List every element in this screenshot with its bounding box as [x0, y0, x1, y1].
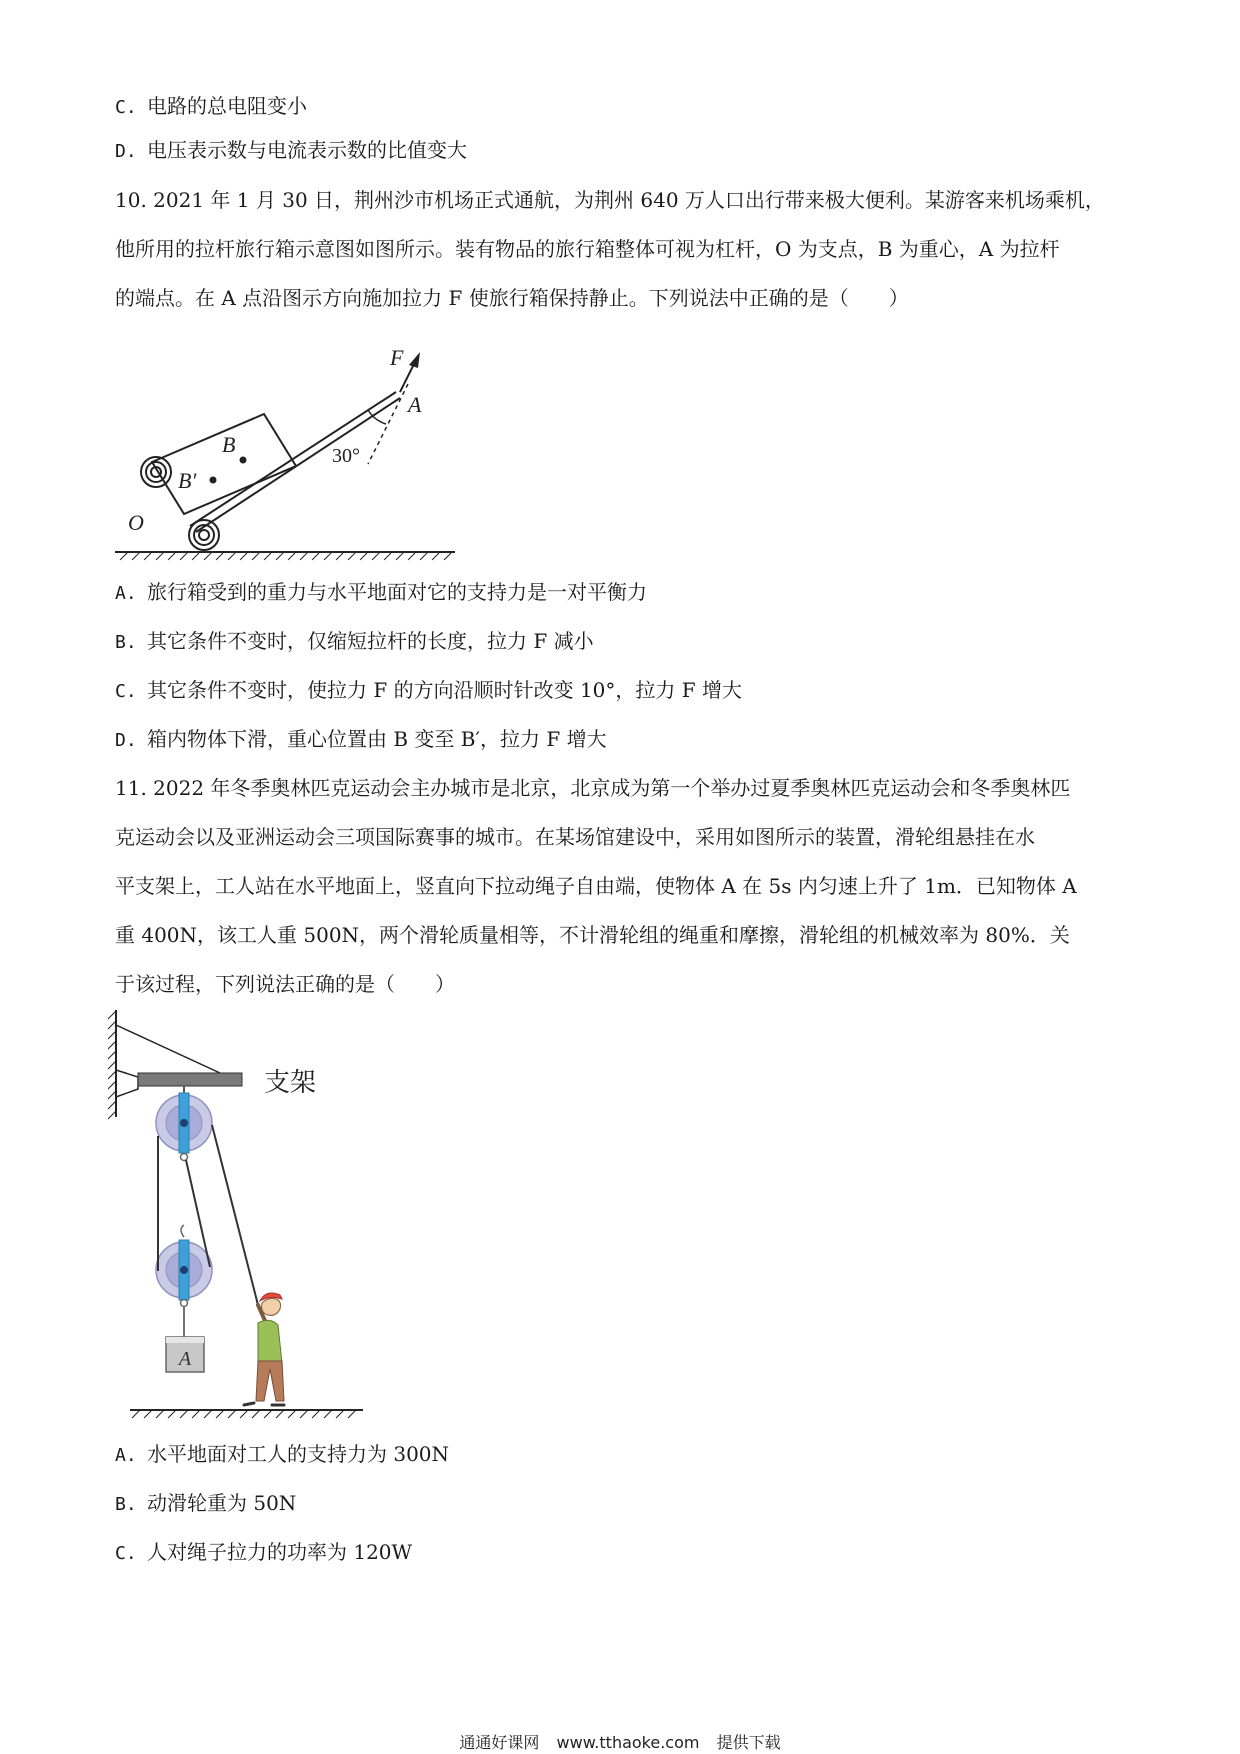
pivot-wheel	[189, 520, 219, 550]
q10-stem-line: 的端点。在 A 点沿图示方向施加拉力 F 使旅行箱保持静止。下列说法中正确的是（ ）	[115, 286, 909, 310]
label-b: B	[222, 432, 236, 457]
option-label: C.	[115, 681, 137, 702]
worker-figure	[244, 1293, 284, 1405]
option-label: A.	[115, 583, 137, 604]
ground-hatching	[120, 552, 452, 560]
q10-option-c	[115, 676, 742, 706]
option-text: 其它条件不变时，仅缩短拉杆的长度，拉力 F 减小	[147, 629, 594, 653]
option-text: 人对绳子拉力的功率为 120W	[147, 1540, 413, 1564]
option-label: B.	[115, 1494, 137, 1515]
q11-stem-line: 平支架上，工人站在水平地面上，竖直向下拉动绳子自由端，使物体 A 在 5s 内匀速上升了 1m．已知物体 A	[115, 874, 1077, 898]
q11-stem-line: 于该过程，下列说法正确的是（ ）	[115, 972, 455, 996]
point-b-prime	[210, 477, 217, 484]
label-angle: 30°	[332, 445, 360, 467]
q11-stem-line: 克运动会以及亚洲运动会三项国际赛事的城市。在某场馆建设中，采用如图所示的装置，滑轮组悬挂在水	[115, 825, 1035, 849]
option-label: C.	[115, 97, 137, 118]
footer-note: 提供下载	[716, 1733, 781, 1752]
q10-suitcase-figure	[110, 340, 470, 565]
support-brace	[116, 1025, 220, 1073]
suitcase-diagram	[110, 340, 470, 565]
label-b-prime: B′	[178, 468, 197, 493]
q10-option-b	[115, 627, 594, 657]
option-text: 电压表示数与电流表示数的比值变大	[147, 138, 467, 162]
q10-stem-line: 10. 2021 年 1 月 30 日，荆州沙市机场正式通航，为荆州 640 万人口出行带来极大便利。某游客来机场乘机，	[115, 188, 1105, 212]
q9-option-c	[115, 92, 307, 122]
option-text: 动滑轮重为 50N	[147, 1491, 297, 1515]
q10-stem	[115, 176, 1135, 323]
pulley-diagram	[108, 1005, 378, 1430]
option-text: 其它条件不变时，使拉力 F 的方向沿顺时针改变 10°，拉力 F 增大	[147, 678, 742, 702]
support-beam	[138, 1073, 242, 1086]
pull-rod-edge	[190, 392, 396, 526]
label-a: A	[408, 392, 422, 417]
q11-option-b	[115, 1489, 296, 1519]
fixed-pulley	[156, 1086, 212, 1161]
footer-site-name: 通通好课网	[459, 1733, 540, 1752]
option-label: D.	[115, 141, 137, 162]
pull-rod	[196, 398, 400, 532]
q10-stem-line: 他所用的拉杆旅行箱示意图如图所示。装有物品的旅行箱整体可视为杠杆，O 为支点，B 为重心，A 为拉杆	[115, 237, 1060, 261]
block-label: A	[178, 1348, 192, 1370]
option-label: C.	[115, 1543, 137, 1564]
q11-option-c	[115, 1538, 412, 1568]
q11-stem-line: 11. 2022 年冬季奥林匹克运动会主办城市是北京，北京成为第一个举办过夏季奥林匹克运动会和冬季奥林匹	[115, 776, 1071, 800]
option-text: 旅行箱受到的重力与水平地面对它的支持力是一对平衡力	[147, 580, 647, 604]
support-label: 支架	[264, 1068, 317, 1098]
upper-wheel	[141, 457, 171, 487]
force-arrowhead	[409, 352, 420, 368]
q9-option-d	[115, 136, 467, 166]
suitcase-body	[152, 414, 296, 514]
q11-stem-line: 重 400N，该工人重 500N，两个滑轮质量相等，不计滑轮组的绳重和摩擦，滑轮组的机械效率为 80%．关	[115, 923, 1070, 947]
point-b	[240, 457, 247, 464]
rope-free-end	[212, 1125, 258, 1305]
label-f: F	[390, 345, 404, 370]
wall-hatching	[108, 1011, 116, 1119]
option-text: 水平地面对工人的支持力为 300N	[147, 1442, 450, 1466]
option-label: A.	[115, 1445, 137, 1466]
block-a-top	[166, 1337, 204, 1343]
page-footer	[0, 1730, 1240, 1753]
q10-option-a	[115, 578, 647, 608]
support-mount	[116, 1070, 138, 1097]
footer-url-link[interactable]: www.tthaoke.com	[556, 1733, 700, 1752]
q11-pulley-figure	[108, 1005, 378, 1430]
q10-option-d	[115, 725, 607, 755]
option-text: 箱内物体下滑，重心位置由 B 变至 B′，拉力 F 增大	[147, 727, 607, 751]
q11-option-a	[115, 1440, 449, 1470]
option-label: B.	[115, 632, 137, 653]
option-text: 电路的总电阻变小	[147, 94, 307, 118]
q11-stem	[115, 764, 1135, 1009]
ground-hatching	[132, 1410, 356, 1418]
label-o: O	[128, 510, 144, 535]
reference-dashed-line	[368, 384, 408, 464]
option-label: D.	[115, 730, 137, 751]
